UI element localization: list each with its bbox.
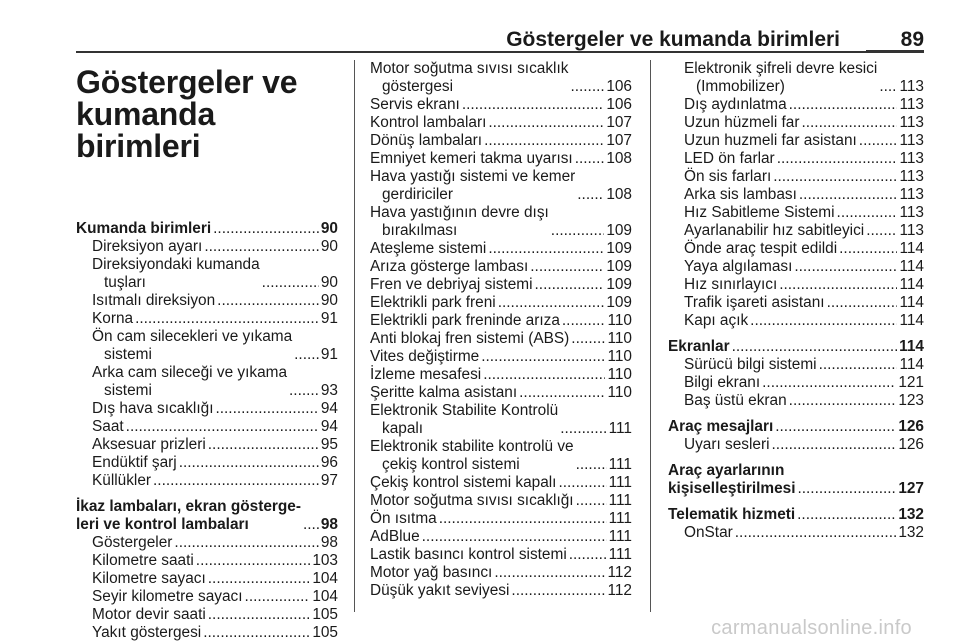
- toc-entry-page: 113: [899, 78, 924, 95]
- toc-entry-label: kişiselleştirilmesi: [668, 480, 796, 497]
- dot-leader: [879, 78, 897, 96]
- toc-entry-label: Kilometre sayacı: [92, 570, 206, 587]
- toc-entry-label: Motor yağ basıncı: [370, 564, 493, 581]
- toc-entry-page: 110: [607, 348, 632, 365]
- dot-leader: [819, 356, 898, 374]
- dot-leader: [174, 534, 318, 552]
- dot-leader: [498, 294, 605, 312]
- running-title: Göstergeler ve kumanda birimleri: [506, 28, 840, 51]
- toc-entry[interactable]: [668, 114, 924, 132]
- dot-leader: [799, 186, 898, 204]
- toc-entry[interactable]: [76, 472, 338, 490]
- dot-leader: [562, 312, 606, 330]
- toc-entry-page: 103: [312, 552, 338, 569]
- toc-entry-label: Servis ekranı: [370, 96, 460, 113]
- toc-entry-label: Vites değiştirme: [370, 348, 480, 365]
- toc-entry-label: Uzun hüzmeli far: [684, 114, 800, 131]
- toc-entry[interactable]: [370, 168, 632, 204]
- dot-leader: [530, 258, 604, 276]
- toc-entry-label: Hava yastığının devre dışı: [370, 204, 549, 221]
- toc-entry-page: 113: [899, 150, 924, 167]
- dot-leader: [196, 552, 311, 570]
- toc-entry-label: Arka cam sileceği ve yıkama: [92, 364, 288, 381]
- toc-entry-label: Uyarı sesleri: [684, 436, 770, 453]
- dot-leader: [245, 588, 311, 606]
- dot-leader: [558, 474, 606, 492]
- toc-entry-page: 106: [606, 78, 632, 95]
- toc-entry-label: İzleme mesafesi: [370, 366, 482, 383]
- toc-entry-label: tuşları: [104, 274, 146, 291]
- toc-entry[interactable]: [668, 60, 924, 96]
- dot-leader: [208, 606, 311, 624]
- toc-entry-label: AdBlue: [370, 528, 420, 545]
- toc-entry-label: Hız sınırlayıcı: [684, 276, 778, 293]
- toc-entry-label: Isıtmalı direksiyon: [92, 292, 216, 309]
- toc-entry[interactable]: [370, 564, 632, 582]
- dot-leader: [575, 150, 605, 168]
- toc-entry-label: Korna: [92, 310, 134, 327]
- toc-entry-page: 108: [606, 186, 632, 203]
- dot-leader: [569, 546, 607, 564]
- toc-entry-page: 94: [320, 400, 338, 417]
- toc-entry[interactable]: [370, 348, 632, 366]
- toc-entry-page: 90: [320, 274, 338, 291]
- toc-column-3: [668, 60, 924, 542]
- toc-entry-label: göstergesi: [382, 78, 454, 95]
- toc-entry[interactable]: [668, 240, 924, 258]
- toc-entry-page: 111: [608, 492, 632, 509]
- toc-entry-page: 90: [320, 238, 338, 255]
- toc-entry-page: 121: [898, 374, 924, 391]
- toc-entry-page: 109: [606, 222, 632, 239]
- toc-entry[interactable]: [668, 276, 924, 294]
- toc-entry-page: 90: [320, 220, 338, 237]
- dot-leader: [488, 114, 604, 132]
- dot-leader: [779, 276, 897, 294]
- dot-leader: [484, 132, 604, 150]
- toc-entry-page: 126: [898, 418, 924, 435]
- toc-entry-page: 113: [899, 222, 924, 239]
- toc-entry-page: 96: [320, 454, 338, 471]
- dot-leader: [208, 436, 319, 454]
- toc-entry-page: 112: [607, 564, 632, 581]
- toc-entry-page: 110: [607, 366, 632, 383]
- toc-entry-label: Yaya algılaması: [684, 258, 793, 275]
- toc-entry-label: Elektronik şifreli devre kesici: [684, 60, 878, 77]
- header-rule: [76, 51, 924, 53]
- toc-entry-page: 114: [899, 240, 924, 257]
- dot-leader: [179, 454, 319, 472]
- dot-leader: [217, 292, 319, 310]
- toc-entry-page: 90: [320, 292, 338, 309]
- toc-entry[interactable]: [370, 474, 632, 492]
- toc-entry[interactable]: [370, 312, 632, 330]
- toc-entry-label: gerdiriciler: [382, 186, 453, 203]
- toc-entry-label: Direksiyon ayarı: [92, 238, 203, 255]
- toc-entry-label: Kilometre saati: [92, 552, 194, 569]
- dot-leader: [837, 204, 898, 222]
- toc-entry-page: 107: [606, 114, 632, 131]
- toc-entry-page: 113: [899, 132, 924, 149]
- toc-entry-label: Ekranlar: [668, 338, 730, 355]
- toc-entry-page: 108: [606, 150, 632, 167]
- toc-entry-label: Emniyet kemeri takma uyarısı: [370, 150, 573, 167]
- dot-leader: [126, 418, 319, 436]
- toc-entry[interactable]: [76, 256, 338, 292]
- toc-entry-page: 132: [898, 524, 924, 541]
- toc-entry-page: 110: [607, 384, 632, 401]
- dot-leader: [762, 374, 896, 392]
- toc-entry-label: Direksiyondaki kumanda: [92, 256, 260, 273]
- toc-entry[interactable]: [668, 462, 924, 498]
- toc-entry-label: Ön ısıtma: [370, 510, 437, 527]
- toc-entry-label: Kontrol lambaları: [370, 114, 487, 131]
- toc-entry-page: 112: [607, 582, 632, 599]
- toc-entry-label: Ön cam silecekleri ve yıkama: [92, 328, 293, 345]
- dot-leader: [797, 506, 896, 524]
- toc-entry[interactable]: [370, 132, 632, 150]
- toc-entry-page: 98: [320, 534, 338, 551]
- toc-entry-page: 97: [320, 472, 338, 489]
- toc-entry-label: Kapı açık: [684, 312, 749, 329]
- dot-leader: [732, 338, 898, 356]
- toc-entry-label: Şeritte kalma asistanı: [370, 384, 518, 401]
- page-number: 89: [900, 28, 924, 51]
- toc-entry-page: 114: [899, 276, 924, 293]
- dot-leader: [735, 524, 897, 542]
- toc-entry-label: Önde araç tespit edildi: [684, 240, 838, 257]
- dot-leader: [303, 516, 319, 534]
- toc-entry-page: 127: [898, 480, 924, 497]
- toc-entry-label: Dış aydınlatma: [684, 96, 787, 113]
- toc-entry-label: leri ve kontrol lambaları: [76, 516, 249, 533]
- toc-entry-page: 110: [607, 330, 632, 347]
- toc-entry-page: 93: [320, 382, 338, 399]
- toc-entry-label: Ön sis farları: [684, 168, 772, 185]
- toc-entry[interactable]: [76, 534, 338, 552]
- toc-entry-page: 114: [899, 338, 924, 355]
- toc-entry[interactable]: [76, 400, 338, 418]
- dot-leader: [203, 624, 310, 642]
- toc-entry-label: Trafik işareti asistanı: [684, 294, 825, 311]
- dot-leader: [789, 392, 897, 410]
- toc-entry-label: İkaz lambaları, ekran gösterge-: [76, 498, 301, 515]
- toc-entry[interactable]: [668, 132, 924, 150]
- toc-entry[interactable]: [76, 624, 338, 642]
- toc-entry-label: Bilgi ekranı: [684, 374, 761, 391]
- toc-entry-label: Göstergeler: [92, 534, 173, 551]
- toc-entry-page: 114: [899, 294, 924, 311]
- toc-entry-page: 113: [899, 204, 924, 221]
- chapter-title: [76, 66, 338, 162]
- dot-leader: [839, 240, 897, 258]
- toc-entry-page: 111: [608, 420, 632, 437]
- dot-leader: [571, 330, 605, 348]
- dot-leader: [213, 220, 319, 238]
- toc-entry-label: Dönüş lambaları: [370, 132, 483, 149]
- toc-entry[interactable]: [370, 150, 632, 168]
- toc-entry[interactable]: [370, 204, 632, 240]
- toc-entry-label: çekiş kontrol sistemi: [382, 456, 520, 473]
- toc-entry-page: 111: [608, 474, 632, 491]
- toc-entry-page: 107: [606, 132, 632, 149]
- toc-entry[interactable]: [76, 436, 338, 454]
- toc-entry-page: 109: [606, 258, 632, 275]
- dot-leader: [483, 366, 605, 384]
- toc-entry[interactable]: [76, 606, 338, 624]
- toc-entry[interactable]: [370, 546, 632, 564]
- toc-entry[interactable]: [370, 510, 632, 528]
- toc-entry[interactable]: [668, 524, 924, 542]
- dot-leader: [551, 222, 605, 240]
- toc-entry-page: 109: [606, 240, 632, 257]
- dot-leader: [153, 472, 319, 490]
- toc-entry-page: 111: [608, 546, 632, 563]
- toc-entry-label: Dış hava sıcaklığı: [92, 400, 214, 417]
- toc-entry[interactable]: [76, 552, 338, 570]
- dot-leader: [801, 114, 897, 132]
- toc-entry[interactable]: [370, 294, 632, 312]
- column-divider-2: [650, 60, 651, 612]
- dot-leader: [775, 418, 896, 436]
- toc-entry-label: kapalı: [382, 420, 424, 437]
- dot-leader: [576, 492, 607, 510]
- toc-entry[interactable]: [370, 276, 632, 294]
- toc-entry-label: Araç ayarlarının: [668, 462, 785, 479]
- toc-entry[interactable]: [370, 366, 632, 384]
- toc-list: [370, 60, 632, 600]
- dot-leader: [794, 258, 897, 276]
- toc-entry-label: Elektrikli park freninde arıza: [370, 312, 560, 329]
- toc-entry-label: Motor soğutma sıvısı sıcaklığı: [370, 492, 574, 509]
- toc-entry-label: Lastik basıncı kontrol sistemi: [370, 546, 567, 563]
- dot-leader: [208, 570, 311, 588]
- toc-entry-page: 113: [899, 114, 924, 131]
- chapter-title-line-1: Göstergeler ve: [76, 64, 298, 100]
- toc-entry-label: Çekiş kontrol sistemi kapalı: [370, 474, 557, 491]
- toc-entry[interactable]: [668, 150, 924, 168]
- toc-entry-page: 114: [899, 258, 924, 275]
- toc-entry[interactable]: [370, 240, 632, 258]
- toc-list: [668, 60, 924, 542]
- dot-leader: [511, 582, 605, 600]
- watermark: carmanualsonline.info: [711, 617, 912, 639]
- toc-entry-page: 113: [899, 186, 924, 203]
- toc-entry[interactable]: [668, 222, 924, 240]
- toc-entry-page: 114: [899, 312, 924, 329]
- dot-leader: [439, 510, 607, 528]
- toc-entry-page: 109: [606, 294, 632, 311]
- toc-entry-label: Fren ve debriyaj sistemi: [370, 276, 533, 293]
- dot-leader: [570, 78, 604, 96]
- dot-leader: [462, 96, 605, 114]
- toc-entry[interactable]: [370, 438, 632, 474]
- toc-entry[interactable]: [76, 498, 338, 534]
- dot-leader: [772, 436, 897, 454]
- toc-entry[interactable]: [76, 328, 338, 364]
- toc-entry-label: Hava yastığı sistemi ve kemer: [370, 168, 576, 185]
- dot-leader: [422, 528, 607, 546]
- toc-entry-label: Telematik hizmeti: [668, 506, 796, 523]
- toc-entry-page: 114: [899, 356, 924, 373]
- toc-entry-label: bırakılması: [382, 222, 458, 239]
- toc-entry-page: 123: [898, 392, 924, 409]
- dot-leader: [750, 312, 897, 330]
- header-rule-accent: [866, 50, 924, 53]
- toc-entry[interactable]: [370, 402, 632, 438]
- toc-entry[interactable]: [76, 292, 338, 310]
- toc-entry[interactable]: [668, 436, 924, 454]
- toc-entry[interactable]: [668, 294, 924, 312]
- toc-entry-label: Motor soğutma sıvısı sıcaklık: [370, 60, 569, 77]
- toc-entry-page: 98: [320, 516, 338, 533]
- toc-entry-label: Seyir kilometre sayacı: [92, 588, 243, 605]
- toc-entry[interactable]: [668, 356, 924, 374]
- toc-entry-label: Küllükler: [92, 472, 152, 489]
- toc-entry-label: Uzun huzmeli far asistanı: [684, 132, 857, 149]
- dot-leader: [215, 400, 318, 418]
- dot-leader: [777, 150, 898, 168]
- dot-leader: [576, 456, 607, 474]
- toc-entry-label: Motor devir saati: [92, 606, 206, 623]
- toc-entry-page: 113: [899, 96, 924, 113]
- toc-column-2: [370, 60, 632, 600]
- toc-entry-page: 91: [320, 346, 338, 363]
- toc-entry[interactable]: [370, 114, 632, 132]
- toc-entry[interactable]: [668, 418, 924, 436]
- dot-leader: [519, 384, 605, 402]
- dot-leader: [535, 276, 605, 294]
- toc-entry[interactable]: [76, 418, 338, 436]
- dot-leader: [827, 294, 898, 312]
- toc-entry-page: 111: [608, 456, 632, 473]
- toc-entry[interactable]: [370, 582, 632, 600]
- toc-entry[interactable]: [76, 220, 338, 238]
- toc-entry-page: 104: [312, 588, 338, 605]
- toc-entry-label: Arıza gösterge lambası: [370, 258, 529, 275]
- toc-entry-label: (Immobilizer): [696, 78, 785, 95]
- toc-entry-label: Elektronik Stabilite Kontrolü: [370, 402, 559, 419]
- column-divider-1: [354, 60, 355, 612]
- toc-entry[interactable]: [76, 364, 338, 400]
- toc-entry[interactable]: [668, 392, 924, 410]
- toc-entry-label: sistemi: [104, 382, 152, 399]
- toc-entry-page: 111: [608, 528, 632, 545]
- dot-leader: [481, 348, 605, 366]
- toc-entry-page: 105: [312, 624, 338, 641]
- toc-entry-label: Arka sis lambası: [684, 186, 797, 203]
- toc-entry-label: Düşük yakıt seviyesi: [370, 582, 510, 599]
- toc-entry[interactable]: [76, 454, 338, 472]
- toc-entry[interactable]: [668, 374, 924, 392]
- dot-leader: [494, 564, 605, 582]
- toc-entry-page: 94: [320, 418, 338, 435]
- toc-entry-label: Endüktif şarj: [92, 454, 177, 471]
- toc-entry[interactable]: [370, 528, 632, 546]
- toc-entry-label: Hız Sabitleme Sistemi: [684, 204, 835, 221]
- toc-entry-label: Ayarlanabilir hız sabitleyici: [684, 222, 865, 239]
- toc-entry-page: 106: [606, 96, 632, 113]
- toc-entry-label: Saat: [92, 418, 124, 435]
- toc-list: [76, 220, 338, 642]
- toc-entry[interactable]: [668, 312, 924, 330]
- toc-entry-page: 104: [312, 570, 338, 587]
- toc-entry[interactable]: [668, 338, 924, 356]
- toc-entry[interactable]: [668, 506, 924, 524]
- toc-entry[interactable]: [370, 96, 632, 114]
- toc-entry-page: 132: [898, 506, 924, 523]
- toc-entry-label: Aksesuar prizleri: [92, 436, 206, 453]
- toc-entry[interactable]: [668, 258, 924, 276]
- toc-entry-page: 105: [312, 606, 338, 623]
- toc-entry-label: Kumanda birimleri: [76, 220, 212, 237]
- toc-entry[interactable]: [370, 492, 632, 510]
- dot-leader: [204, 238, 319, 256]
- toc-entry-label: Sürücü bilgi sistemi: [684, 356, 817, 373]
- toc-entry-label: sistemi: [104, 346, 152, 363]
- dot-leader: [577, 186, 604, 204]
- toc-entry[interactable]: [76, 310, 338, 328]
- toc-entry[interactable]: [668, 96, 924, 114]
- dot-leader: [294, 346, 319, 364]
- dot-leader: [797, 480, 896, 498]
- toc-entry[interactable]: [370, 258, 632, 276]
- dot-leader: [289, 382, 319, 400]
- toc-entry-page: 91: [320, 310, 338, 327]
- toc-entry-label: Araç mesajları: [668, 418, 774, 435]
- toc-entry-label: OnStar: [684, 524, 733, 541]
- toc-entry-page: 113: [899, 168, 924, 185]
- dot-leader: [488, 240, 604, 258]
- toc-entry[interactable]: [668, 204, 924, 222]
- toc-entry-label: Elektronik stabilite kontrolü ve: [370, 438, 574, 455]
- toc-entry-label: Ateşleme sistemi: [370, 240, 487, 257]
- toc-entry[interactable]: [370, 384, 632, 402]
- toc-entry-page: 109: [606, 276, 632, 293]
- dot-leader: [560, 420, 606, 438]
- toc-entry[interactable]: [668, 168, 924, 186]
- toc-entry-label: Baş üstü ekran: [684, 392, 787, 409]
- toc-entry[interactable]: [370, 330, 632, 348]
- toc-entry-page: 126: [898, 436, 924, 453]
- toc-entry[interactable]: [76, 570, 338, 588]
- toc-entry-label: Elektrikli park freni: [370, 294, 496, 311]
- dot-leader: [262, 274, 319, 292]
- toc-entry-page: 95: [320, 436, 338, 453]
- dot-leader: [773, 168, 897, 186]
- toc-entry-label: LED ön farlar: [684, 150, 775, 167]
- dot-leader: [866, 222, 897, 240]
- toc-entry-label: Anti blokaj fren sistemi (ABS): [370, 330, 570, 347]
- toc-entry[interactable]: [668, 186, 924, 204]
- toc-entry[interactable]: [370, 60, 632, 96]
- toc-entry-page: 111: [608, 510, 632, 527]
- dot-leader: [789, 96, 898, 114]
- toc-entry[interactable]: [76, 588, 338, 606]
- dot-leader: [859, 132, 898, 150]
- toc-entry[interactable]: [76, 238, 338, 256]
- dot-leader: [135, 310, 319, 328]
- toc-column-1: [76, 60, 338, 642]
- chapter-title-line-2: kumanda birimleri: [76, 96, 216, 164]
- toc-entry-page: 110: [607, 312, 632, 329]
- toc-entry-label: Yakıt göstergesi: [92, 624, 202, 641]
